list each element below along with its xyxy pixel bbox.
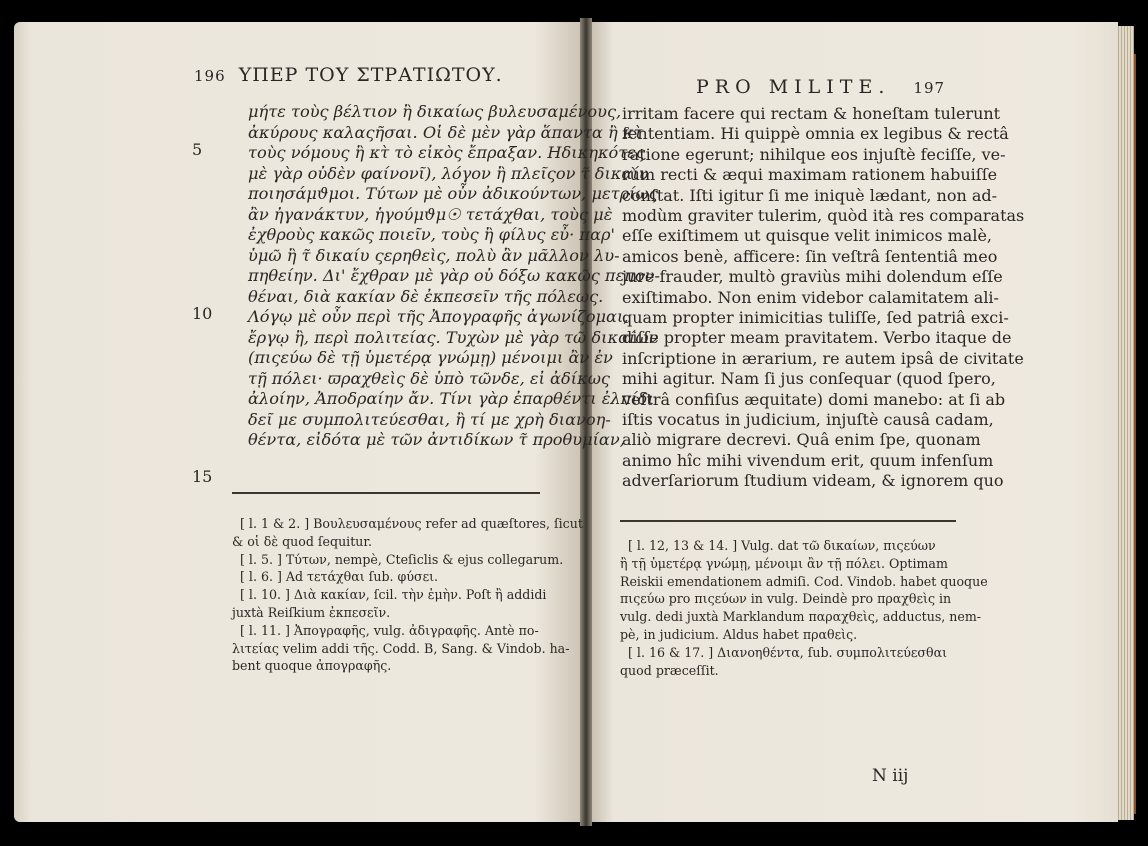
latin-text-line: ſententiam. Hi quippè omnia ex legibus & rectâ bbox=[622, 124, 1009, 144]
greek-text-line: πηθείην. Δι' ἔχθραν μὲ γὰρ οὐ δόξω κακῶς πεπον- bbox=[248, 266, 660, 285]
latin-text-line: diſſe propter meam pravitatem. Verbo itaque de bbox=[622, 328, 1012, 348]
right-page-number: 197 bbox=[913, 79, 946, 97]
footnote-line: ἢ τῇ ὑμετέρᾳ γνώμῃ, μένοιμι ἂν τῇ πόλει. Optimam bbox=[620, 555, 948, 571]
latin-text-line: inſcriptione in ærarium, re autem ipsâ de civitate bbox=[622, 348, 1024, 368]
latin-text-line: ratione egerunt; nihilque eos injuſtè feciſſe, ve- bbox=[622, 144, 1006, 164]
latin-text-line: amicos benè, afficere: ſin veſtrâ ſententiâ meo bbox=[622, 246, 998, 266]
latin-text-line: veſtrâ confiſus æquitate) domi manebo: at ſi ab bbox=[622, 389, 1006, 409]
latin-text-line: conſtat. Iſti igitur ſi me iniquè lædant, non ad- bbox=[622, 185, 998, 205]
footnote-line: πιςεύω pro πιςεύων in vulg. Deindè pro πραχθεὶς in bbox=[620, 591, 952, 607]
footnote-line: Reiskii emendationem admiſi. Cod. Vindob. habet quoque bbox=[620, 573, 988, 589]
latin-text-line: mihi agitur. Nam ſi jus conſequar (quod ſpero, bbox=[622, 369, 996, 389]
greek-text-line: μὲ γὰρ οὐδὲν φαίνονῖ), λόγον ἢ πλεῖςον τ̃ δικαίυ bbox=[248, 163, 649, 183]
signature-mark: N iij bbox=[872, 766, 909, 786]
page-edges bbox=[1118, 26, 1134, 820]
greek-text-line: Λόγῳ μὲ οὖν περὶ τῆς Ἀπογραφῆς ἀγωνίζομαι, bbox=[248, 307, 629, 326]
greek-text-line: ἔργῳ ἢ, περὶ πολιτείας. Τυχὼν μὲ γὰρ τῶ δικαίων bbox=[248, 327, 659, 347]
footnote-line: [ l. 12, 13 & 14. ] Vulg. dat τῶ δικαίων, πιςεύων bbox=[628, 538, 936, 553]
latin-text-line: aliò migrare decrevi. Quâ enim ſpe, quonam bbox=[622, 430, 981, 450]
latin-text-line: modùm graviter tulerim, quòd ità res comparatas bbox=[622, 206, 1025, 225]
left-page-number: 196 bbox=[194, 67, 226, 85]
footnote-line: vulg. dedi juxtà Marklandum παραχθεὶς, adductus, nem- bbox=[620, 609, 982, 625]
latin-text-line: exiſtimabo. Non enim videbor calamitatem ali- bbox=[622, 287, 999, 307]
latin-text-line: adverſariorum ſtudium videam, & ignorem quo bbox=[622, 471, 1004, 491]
greek-text-line: δεῖ με συμπολιτεύεσθαι, ἢ τί με χρὴ διανοη- bbox=[248, 409, 611, 429]
right-head-title: PRO MILITE. bbox=[696, 76, 891, 98]
footnote-line: [ l. 6. ] Ad τετάχθαι ſub. φύσει. bbox=[240, 569, 439, 585]
footnote-line: [ l. 16 & 17. ] Διανοηθέντα, ſub. συμπολιτεύεσθαι bbox=[628, 644, 948, 660]
latin-text-line: eſſe exiſtimem ut quisque velit inimicos malè, bbox=[622, 226, 992, 246]
footnote-line: quod præceſſit. bbox=[620, 662, 719, 678]
footnote-line: [ l. 5. ] Τύτων, nempè, Cteſiclis & ejus collegarum. bbox=[240, 551, 564, 567]
latin-text-line: animo hîc mihi vivendum erit, quum infenſum bbox=[622, 450, 994, 470]
right-footnote-rule bbox=[620, 520, 956, 522]
greek-text-line: θέντα, εἰδότα μὲ τῶν ἀντιδίκων τ̃ προθυμίαν, bbox=[248, 430, 625, 449]
greek-text-line: τῇ πόλει· ϖραχθεὶς δὲ ὑπὸ τῶνδε, εἰ ἀδίκως bbox=[248, 368, 610, 388]
latin-text-line: jure frauder, multò graviùs mihi dolendum eſſe bbox=[622, 267, 1003, 287]
right-running-head bbox=[696, 76, 945, 98]
latin-text-line: iſtis vocatus in judicium, injuſtè causâ cadam, bbox=[622, 410, 994, 429]
footnote-line: juxtà Reiſkium ἐκπεσεῖν. bbox=[232, 605, 391, 620]
footnote-line: bent quoque ἀπογραφῆς. bbox=[232, 658, 392, 674]
greek-text-line: μήτε τοὺς βέλτιον ἢ δικαίως βυλευσαμένους, bbox=[248, 102, 622, 121]
footnote-line: [ l. 1 & 2. ] Βουλευσαμένους refer ad quæſtores, ſicut bbox=[240, 516, 583, 531]
line-number: 10 bbox=[192, 304, 213, 323]
greek-text-line: ὑμῶ ἢ τ̃ δικαίυ ςερηθεὶς, πολὺ ἂν μᾶλλον λυ- bbox=[248, 245, 620, 265]
greek-text-line: ἐχθροὺς κακῶς ποιεῖν, τοὺς ἢ φίλυς εὖ· παρ' bbox=[248, 225, 615, 244]
latin-text-line: quam propter inimicitias tuliſſe, ſed patriâ exci- bbox=[622, 308, 1009, 327]
footnote-line: pè, in judicium. Aldus habet πραθεὶς. bbox=[620, 627, 858, 642]
latin-text-line: rùm recti & æqui maximam rationem habuiſſe bbox=[622, 165, 998, 185]
line-number: 5 bbox=[192, 140, 203, 159]
greek-text-line: (πιςεύω δὲ τῇ ὑμετέρᾳ γνώμῃ) μένοιμι ἂν ἐν bbox=[248, 348, 613, 367]
left-head-title: ΥΠΕΡ ΤΟΥ ΣΤΡΑΤΙΩΤΟΥ. bbox=[238, 64, 503, 86]
footnote-line: λιτείας velim addi τῆς. Codd. B, Sang. & Vindob. ha- bbox=[232, 640, 570, 656]
greek-text-line: ποιησάμϑμοι. Τύτων μὲ οὖν ἀδικούντων, μετρίως bbox=[248, 184, 658, 203]
latin-text-line: irritam facere qui rectam & honeſtam tulerunt bbox=[622, 104, 1001, 123]
greek-text-line: ἂν ἠγανάκτυν, ἡγούμϑμ☉ τετάχθαι, τοὺς μὲ bbox=[248, 204, 613, 224]
left-running-head bbox=[194, 64, 503, 86]
line-number: 15 bbox=[192, 467, 213, 486]
footnote-line: & οἱ δὲ quod ſequitur. bbox=[232, 533, 373, 549]
footnote-line: [ l. 10. ] Διὰ κακίαν, ſcil. τὴν ἐμὴν. Poſt ἢ addidi bbox=[240, 587, 547, 603]
footnote-line: [ l. 11. ] Ἀπογραφῆς, vulg. ἀδιγραφῆς. Antè πο- bbox=[240, 622, 539, 638]
left-footnote-rule bbox=[232, 492, 540, 494]
greek-text-line: τοὺς νόμους ἢ κτ̀ τὸ εἰκὸς ἔπραξαν. Ηδικηκότες bbox=[248, 143, 646, 162]
greek-text-line: ἀλοίην, Ἀποδραίην ἄν. Τίνι γὰρ ἐπαρθέντι ἐλπίδι bbox=[248, 389, 654, 408]
greek-text-line: θέναι, διὰ κακίαν δὲ ἐκπεσεῖν τῆς πόλεως. bbox=[248, 286, 604, 306]
greek-text-line: ἀκύρους καλαςῆσαι. Οἱ δὲ μὲν γὰρ ἅπαντα ἢ κτ̀ bbox=[248, 122, 643, 142]
